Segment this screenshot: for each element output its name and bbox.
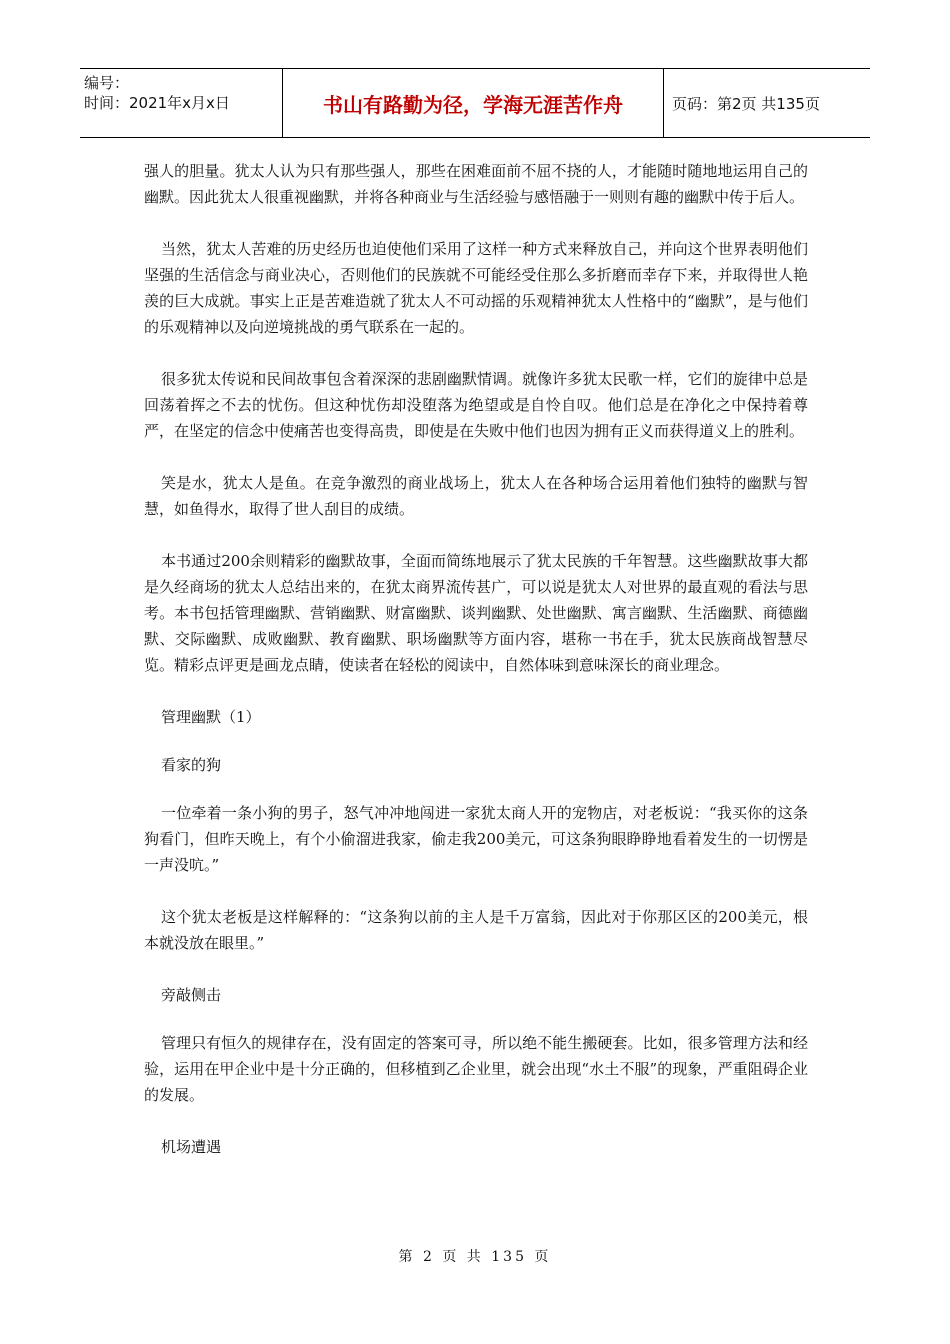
paragraph: 这个犹太老板是这样解释的：“这条狗以前的主人是千万富翁，因此对于你那区区的200美元，根本就没放在眼里。” — [144, 908, 808, 952]
paragraph: 管理只有恒久的规律存在，没有固定的答案可寻，所以绝不能生搬硬套。比如，很多管理方法和经验，运用在甲企业中是十分正确的，但移植到乙企业里，就会出现“水土不服”的现象，严重阻碍企业的发展。 — [144, 1034, 808, 1104]
section-heading: 管理幽默（1） — [161, 708, 261, 726]
section-heading: 旁敲侧击 — [161, 986, 222, 1004]
header-meta — [80, 69, 283, 137]
section-heading: 机场遭遇 — [161, 1138, 222, 1156]
page-footer: 第 2 页 共 135 页 — [398, 1249, 552, 1265]
date-label: 时间：2021年x月x日 — [84, 94, 230, 112]
header-page-label: 页码：第2页 共135页 — [672, 94, 820, 113]
paragraph: 一位牵着一条小狗的男子，怒气冲冲地闯进一家犹太商人开的宠物店，对老板说：“我买你的这条狗看门，但昨天晚上，有个小偷溜进我家，偷走我200美元，可这条狗眼睁睁地看着发生的一切愣是一声没吭。” — [144, 804, 808, 874]
page-header — [80, 68, 870, 138]
paragraph: 笑是水，犹太人是鱼。在竞争激烈的商业战场上，犹太人在各种场合运用着他们独特的幽默与智慧，如鱼得水，取得了世人刮目的成绩。 — [144, 474, 808, 518]
paragraph: 很多犹太传说和民间故事包含着深深的悲剧幽默情调。就像许多犹太民歌一样，它们的旋律中总是回荡着挥之不去的忧伤。但这种忧伤却没堕落为绝望或是自怜自叹。他们总是在净化之中保持着尊严，在坚定的信念中使痛苦也变得高贵，即使是在失败中他们也因为拥有正义而获得道义上的胜利。 — [144, 370, 808, 440]
section-heading: 看家的狗 — [161, 756, 222, 774]
number-label: 编号： — [84, 74, 130, 92]
paragraph: 本书通过200余则精彩的幽默故事，全面而简练地展示了犹太民族的千年智慧。这些幽默故事大都是久经商场的犹太人总结出来的，在犹太商界流传甚广，可以说是犹太人对世界的最直观的看法与思考。本书包括管理幽默、营销幽默、财富幽默、谈判幽默、处世幽默、寓言幽默、生活幽默、商德幽默、交际幽默、成败幽默、教育幽默、职场幽默等方面内容，堪称一书在手，犹太民族商战智慧尽览。精彩点评更是画龙点睛，使读者在轻松的阅读中，自然体味到意味深长的商业理念。 — [144, 552, 808, 674]
header-motto: 书山有路勤为径，学海无涯苦作舟 — [283, 69, 664, 137]
document-body — [144, 158, 808, 1182]
paragraph: 强人的胆量。犹太人认为只有那些强人，那些在困难面前不屈不挠的人，才能随时随地地运用自己的幽默。因此犹太人很重视幽默，并将各种商业与生活经验与感悟融于一则则有趣的幽默中传于后人。 — [144, 162, 808, 206]
paragraph: 当然，犹太人苦难的历史经历也迫使他们采用了这样一种方式来释放自己，并向这个世界表明他们坚强的生活信念与商业决心，否则他们的民族就不可能经受住那么多折磨而幸存下来，并取得世人艳羡的巨大成就。事实上正是苦难造就了犹太人不可动摇的乐观精神犹太人性格中的“幽默”，是与他们的乐观精神以及向逆境挑战的勇气联系在一起的。 — [144, 240, 808, 336]
